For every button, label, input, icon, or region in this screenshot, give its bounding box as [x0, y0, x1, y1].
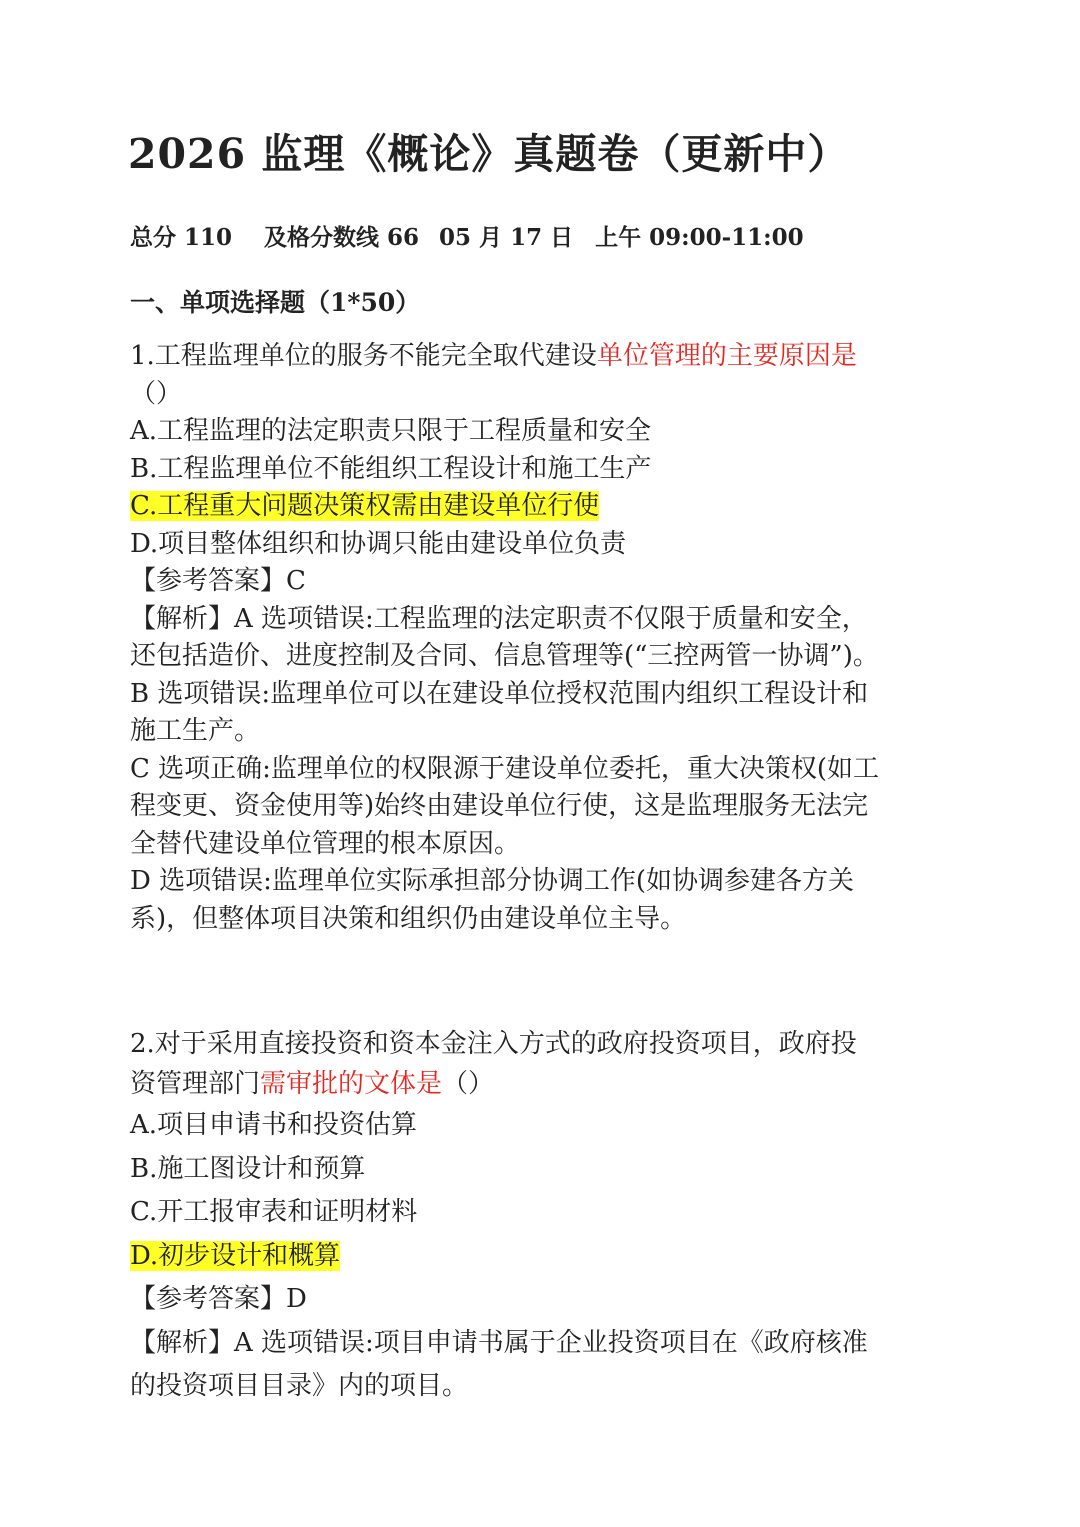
- analysis-line: B 选项错误:监理单位可以在建设单位授权范围内组织工程设计和: [130, 678, 869, 709]
- analysis-line: 【解析】A 选项错误:工程监理的法定职责不仅限于质量和安全，: [130, 603, 868, 634]
- analysis-line: 系)，但整体项目决策和组织仍由建设单位主导。: [130, 903, 687, 934]
- stem-keyword: 需审批的文体是: [260, 1069, 443, 1099]
- analysis-line: 还包括造价、进度控制及合同、信息管理等(“三控两管一协调”)。: [130, 641, 879, 671]
- option-d: D.项目整体组织和协调只能由建设单位负责: [130, 528, 627, 559]
- option-c-correct: C.工程重大问题决策权需由建设单位行使: [130, 491, 600, 521]
- reference-answer: 【参考答案】C: [130, 566, 306, 596]
- analysis-line: 【解析】A 选项错误:项目申请书属于企业投资项目在《政府核准: [130, 1327, 868, 1358]
- exam-info-line: [130, 220, 804, 256]
- analysis-line: C 选项正确:监理单位的权限源于建设单位委托，重大决策权(如工: [130, 753, 880, 784]
- analysis-line: 全替代建设单位管理的根本原因。: [130, 828, 521, 859]
- question-stem: [130, 338, 960, 376]
- stem-text: 1.工程监理单位的服务不能完全取代建设: [130, 341, 597, 371]
- analysis-line: 的投资项目目录》内的项目。: [130, 1371, 469, 1401]
- option-b: B.施工图设计和预算: [130, 1153, 366, 1184]
- option-b: B.工程监理单位不能组织工程设计和施工生产: [130, 453, 652, 484]
- stem-keyword: 单位管理的主要原因是: [596, 341, 857, 371]
- analysis-line: 程变更、资金使用等)始终由建设单位行使，这是监理服务无法完: [130, 791, 869, 821]
- question-stem: 2.对于采用直接投资和资本金注入方式的政府投资项目，政府投: [130, 1029, 857, 1059]
- option-a: A.项目申请书和投资估算: [130, 1110, 418, 1140]
- analysis-line: D 选项错误:监理单位实际承担部分协调工作(如协调参建各方关: [130, 866, 855, 896]
- exam-time: 上午 09:00-11:00: [595, 224, 804, 251]
- reference-answer: 【参考答案】D: [130, 1284, 307, 1314]
- question-1: [130, 338, 960, 938]
- answer-blank: （）: [130, 378, 183, 409]
- option-a: A.工程监理的法定职责只限于工程质量和安全: [130, 416, 652, 446]
- question-stem-cont: [130, 1064, 960, 1104]
- analysis-line: 施工生产。: [130, 716, 261, 746]
- stem-text: 资管理部门: [130, 1069, 261, 1099]
- pass-line: 及格分数线 66: [264, 224, 420, 251]
- section-heading: 一、单项选择题（1*50）: [130, 288, 421, 317]
- question-2: [130, 1024, 960, 1409]
- option-d-correct: D.初步设计和概算: [130, 1240, 341, 1271]
- page-title: 2026 监理《概论》真题卷（更新中）: [128, 130, 850, 178]
- option-c: C.开工报审表和证明材料: [130, 1197, 418, 1227]
- answer-blank: （）: [442, 1069, 495, 1099]
- total-score: 总分 110: [130, 224, 233, 251]
- exam-date: 05 月 17 日: [439, 224, 574, 251]
